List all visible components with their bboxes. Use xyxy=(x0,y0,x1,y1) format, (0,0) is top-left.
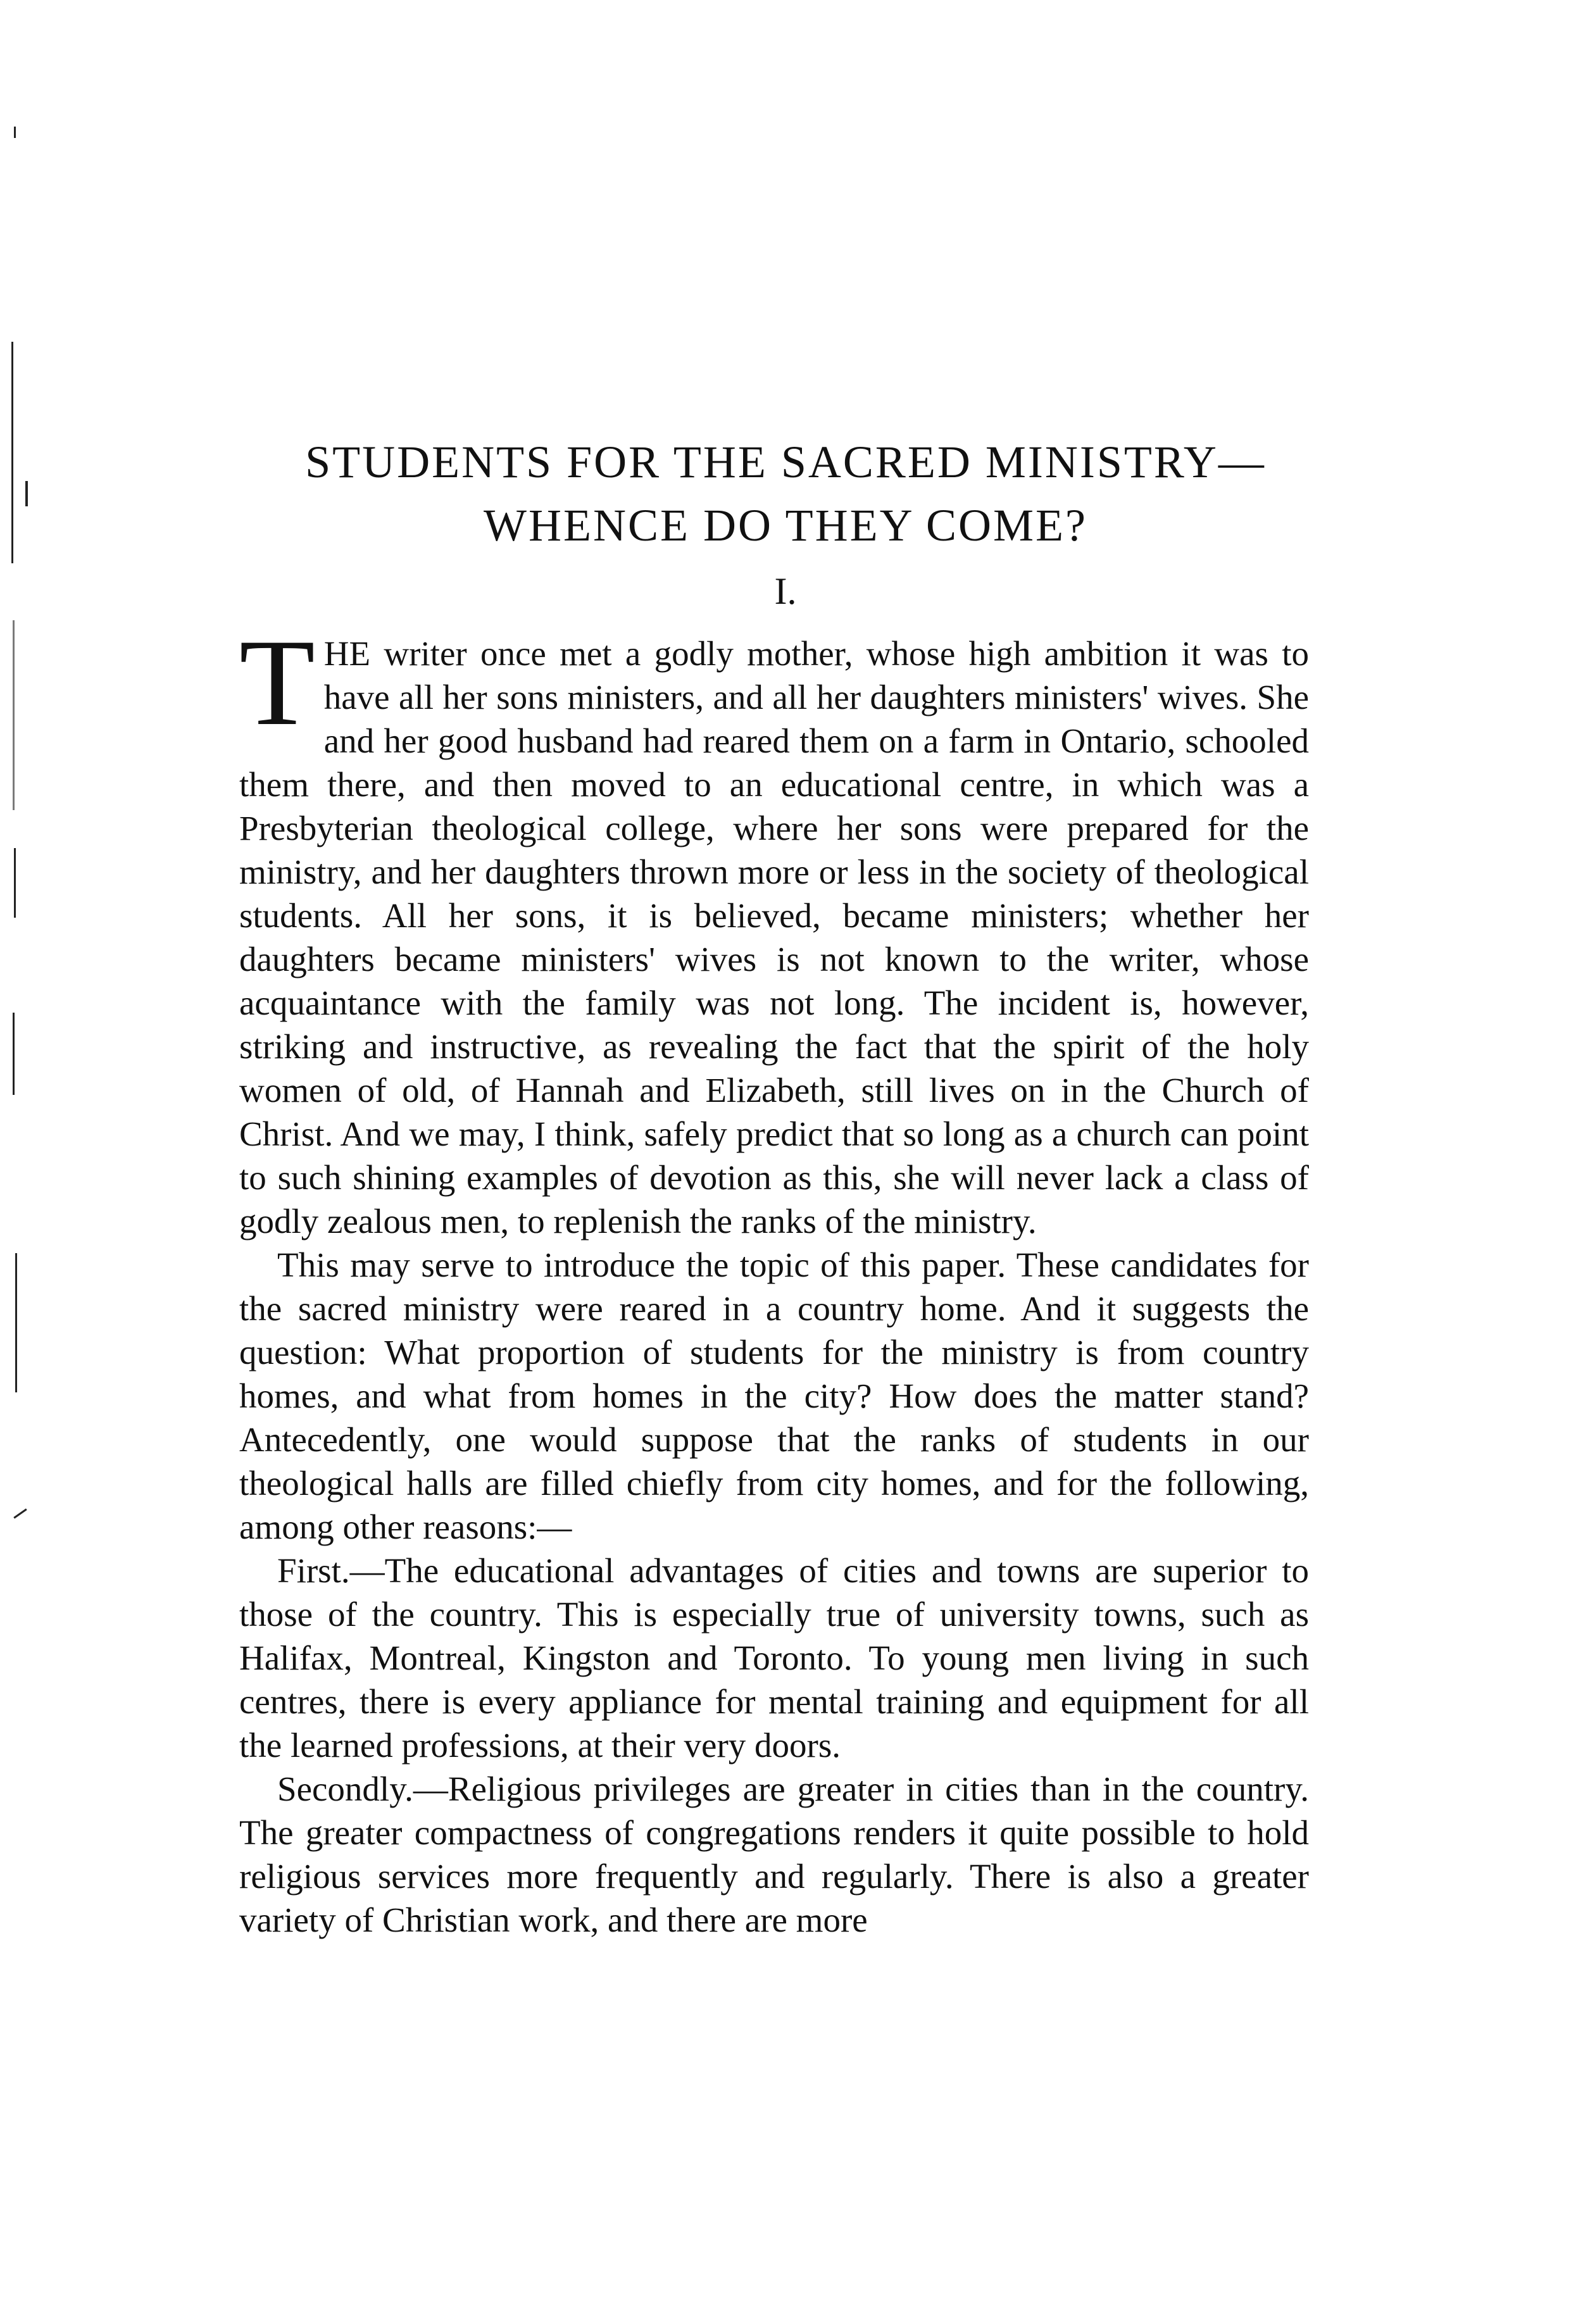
paragraph: Secondly.—Religious privileges are greater in cities than in the country. The greater compactness of congregations renders it quite possible to hold religious services more frequently and regularly. There is also a greater variety of Christian work, and there are more xyxy=(239,1770,1309,1939)
scan-artifact-left-edge xyxy=(13,620,15,810)
article-title-line-2: WHENCE DO THEY COME? xyxy=(484,500,1087,551)
scan-artifact-left-edge xyxy=(15,1253,17,1392)
scan-artifact-left-edge xyxy=(14,848,16,918)
article-body xyxy=(239,614,1309,1942)
article-title-line-1: STUDENTS FOR THE SACRED MINISTRY— xyxy=(305,437,1266,487)
section-number: I. xyxy=(774,570,797,612)
article-title xyxy=(0,430,1571,557)
paragraph xyxy=(239,614,1309,1243)
scan-artifact-left-edge xyxy=(14,127,16,138)
paragraph-text: HE writer once met a godly mother, whose high ambition it was to have all her sons ministers, and all her daughters ministers' wives. She and her good husband had reared them on a farm in Ontario, schooled them there, and then moved to an educational centre, in which was a Presbyterian theological college, where her sons were prepared for the ministry, and her daughters thrown more or less in the society of theological students. All her sons, it is believed, became ministers; whether her daughters became ministers' wives is not known to the writer, whose acquaintance with the family was not long. The incident is, however, striking and instructive, as revealing the fact that the spirit of the holy women of old, of Hannah and Elizabeth, still lives on in the Church of Christ. And we may, I think, safely predict that so long as a church can point to such shining examples of devotion as this, she will never lack a class of godly zealous men, to replenish the ranks of the ministry. xyxy=(239,634,1309,1240)
scan-artifact-left-edge xyxy=(13,1508,27,1518)
scan-artifact-left-edge xyxy=(13,1013,15,1095)
paragraph: This may serve to introduce the topic of this paper. These candidates for the sacred ministry were reared in a country home. And it suggests the question: What proportion of students for the ministry is from country homes, and what from homes in the city? How does the matter stand? Antecedently, one would suppose that the ranks of students in our theological halls are filled chiefly from city homes, and for the following, among other reasons:— xyxy=(239,1246,1309,1546)
drop-cap: T xyxy=(239,614,315,751)
paragraph: First.—The educational advantages of cities and towns are superior to those of the country. This is especially true of university towns, such as Halifax, Montreal, Kingston and Toronto. To young men living in such centres, there is every appliance for mental training and equipment for all the learned professions, at their very doors. xyxy=(239,1551,1309,1765)
